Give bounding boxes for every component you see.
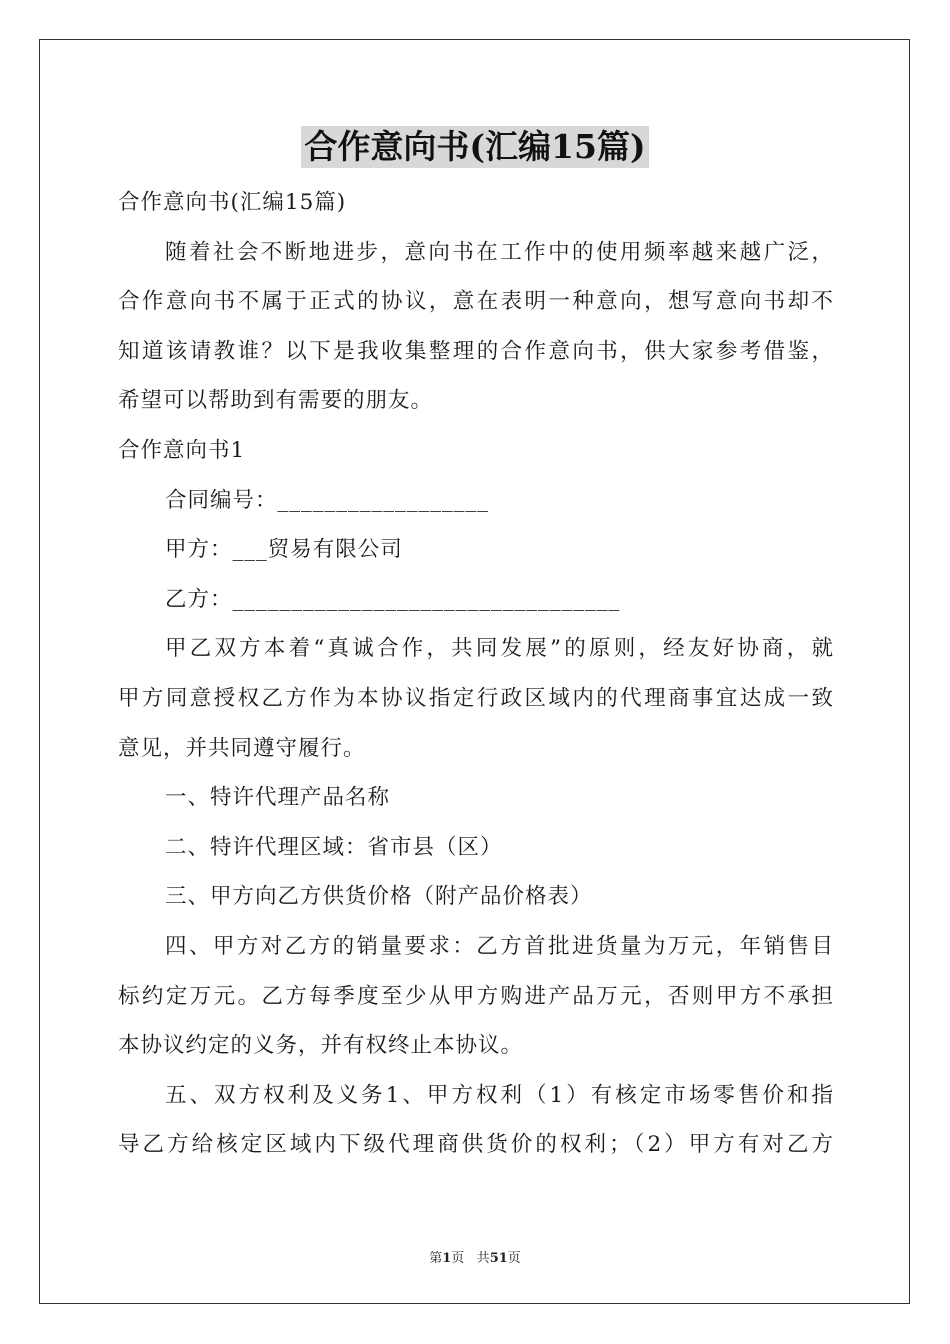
title-container	[0, 126, 950, 168]
body-line: 合作意向书1	[118, 437, 246, 463]
body-line: 本协议约定的义务，并有权终止本协议。	[118, 1033, 524, 1059]
body-line: 四、甲方对乙方的销量要求：乙方首批进货量为万元，年销售目	[165, 933, 834, 959]
document-body	[118, 178, 834, 1170]
body-line: 五、双方权利及义务1、甲方权利（1）有核定市场零售价和指	[165, 1082, 834, 1108]
body-line: 意见，并共同遵守履行。	[118, 735, 366, 761]
body-line: 乙方：_________________________________	[165, 586, 621, 612]
footer-page-suffix: 页	[451, 1251, 465, 1266]
footer-page-prefix: 第	[429, 1251, 443, 1266]
page-footer	[0, 1247, 950, 1266]
body-line: 甲方同意授权乙方作为本协议指定行政区域内的代理商事宜达成一致	[118, 685, 834, 711]
body-line: 三、甲方向乙方供货价格（附产品价格表）	[165, 884, 593, 910]
body-line: 合作意向书(汇编15篇)	[118, 190, 347, 215]
body-line: 合作意向书不属于正式的协议，意在表明一种意向，想写意向书却不	[118, 289, 834, 315]
body-line: 甲乙双方本着“真诚合作，共同发展”的原则，经友好协商，就	[165, 636, 834, 662]
footer-total-suffix: 页	[507, 1251, 521, 1266]
body-line: 希望可以帮助到有需要的朋友。	[118, 388, 434, 414]
body-line: 知道该请教谁？以下是我收集整理的合作意向书，供大家参考借鉴，	[118, 338, 834, 364]
body-line: 二、特许代理区域：省市县（区）	[165, 834, 503, 860]
body-line: 合同编号：__________________	[165, 487, 490, 513]
body-line: 标约定万元。乙方每季度至少从甲方购进产品万元，否则甲方不承担	[118, 983, 834, 1009]
footer-page-number: 1	[442, 1251, 452, 1266]
footer-total-prefix: 共	[476, 1251, 490, 1266]
document-title: 合作意向书(汇编15篇)	[301, 126, 648, 168]
body-line: 一、特许代理产品名称	[165, 785, 391, 811]
body-line: 甲方：___贸易有限公司	[165, 537, 403, 563]
body-line: 导乙方给核定区域内下级代理商供货价的权利；（2）甲方有对乙方	[118, 1132, 834, 1158]
footer-total-pages: 51	[489, 1251, 508, 1266]
body-line: 随着社会不断地进步，意向书在工作中的使用频率越来越广泛，	[165, 239, 834, 265]
